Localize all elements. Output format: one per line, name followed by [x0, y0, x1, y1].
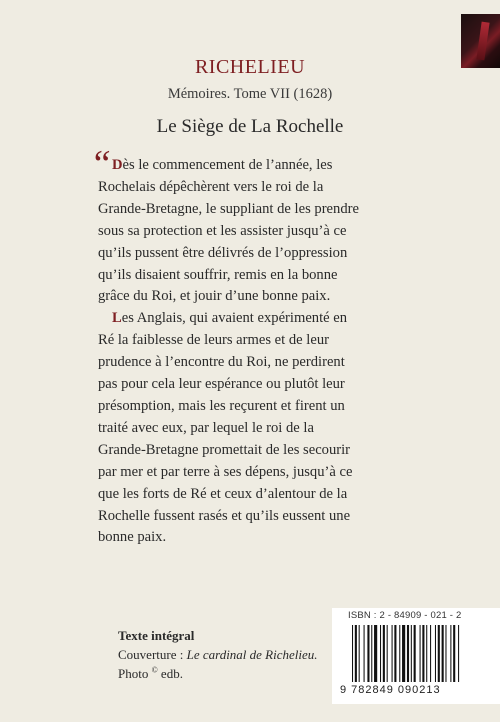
barcode-bar	[430, 625, 431, 682]
paragraph-line: Grande-Bretagne, le suppliant de les prendre	[98, 200, 359, 217]
barcode-bar	[450, 625, 451, 682]
credits-cover-label: Couverture :	[118, 647, 187, 662]
paragraph-1	[98, 155, 403, 308]
barcode-bar	[364, 625, 365, 682]
barcode-bar	[411, 625, 412, 682]
credits-cover	[118, 645, 318, 664]
paragraph-line: par mer et par terre à ses dépens, jusqu’à ce	[98, 463, 353, 480]
drop-initial: L	[112, 310, 122, 327]
barcode-bar	[453, 625, 455, 682]
barcode-bar	[420, 625, 421, 682]
paragraph-line: Ré la faiblesse de leurs armes et de leur	[98, 332, 329, 349]
credits-photo	[118, 664, 318, 683]
credits-photo-label: Photo	[118, 666, 152, 681]
paragraph-line: que les forts de Ré et ceux d’alentour de la	[98, 485, 348, 502]
paragraph-line: qu’ils disaient souffrir, remis en la bonne	[98, 266, 338, 283]
barcode-bar	[387, 625, 388, 682]
line-text: es Anglais, qui avaient expérimenté en	[121, 310, 348, 327]
paragraph-line: Grande-Bretagne promettait de les secourir	[98, 441, 351, 458]
book-subtitle: Mémoires. Tome VII (1628)	[167, 86, 333, 102]
barcode-bar	[402, 625, 405, 682]
paragraph-line: Rochelle fussent rasés et qu’ils eussent une	[98, 507, 351, 524]
quote-block	[90, 143, 403, 549]
barcode-bar	[352, 625, 353, 682]
barcode-bar	[438, 625, 440, 682]
opening-quote-mark: “	[90, 143, 112, 185]
barcode-graphic	[350, 625, 483, 682]
barcode-digits: 9 782849 090213	[340, 684, 441, 696]
author-name: RICHELIEU	[194, 56, 306, 78]
barcode-bar	[367, 625, 369, 682]
barcode-bar	[380, 625, 381, 682]
credits-cover-title: Le cardinal de Richelieu.	[186, 647, 318, 662]
barcode-bar	[414, 625, 416, 682]
barcode-bar	[422, 625, 424, 682]
barcode-bar	[399, 625, 400, 682]
paragraph-line: grâce du Roi, et jouir d’une bonne paix.	[98, 288, 331, 305]
paragraph-line: bonne paix.	[98, 529, 167, 546]
drop-initial: D	[112, 157, 123, 173]
paragraph-line: pas pour cela leur espérance ou plutôt leur	[98, 376, 345, 393]
copyright-symbol: ©	[151, 665, 158, 675]
paragraph-line: présomption, mais les reçurent et firent un	[98, 397, 345, 414]
barcode-bar	[442, 625, 444, 682]
barcode-bar	[394, 625, 396, 682]
book-title: Le Siège de La Rochelle	[156, 116, 344, 137]
barcode-bar	[426, 625, 427, 682]
credits-edition: Texte intégral	[118, 628, 195, 643]
paragraph-line: qu’ils pussent être délivrés de l’oppression	[98, 244, 348, 261]
paragraph-line: prudence à l’encontre du Roi, ne perdirent	[98, 354, 345, 371]
paragraph-line	[98, 155, 403, 177]
paragraph-line: sous sa protection et les assister jusqu’à ce	[98, 222, 347, 239]
barcode-bar	[371, 625, 372, 682]
line-text: ès le commencement de l’année, les	[122, 157, 333, 173]
barcode-bar	[407, 625, 409, 682]
barcode-bar	[374, 625, 377, 682]
isbn-text: ISBN : 2 - 84909 - 021 - 2	[348, 610, 462, 621]
paragraph-2	[98, 308, 403, 549]
paragraph-line: Rochelais dépêchèrent vers le roi de la	[98, 178, 324, 195]
paragraph-line	[98, 308, 403, 330]
credits-photo-owner: edb.	[157, 666, 183, 681]
paragraph-line: traité avec eux, par lequel le roi de la	[98, 419, 314, 436]
barcode-bar	[359, 625, 360, 682]
header	[0, 54, 500, 140]
barcode-bar	[392, 625, 393, 682]
credits	[118, 626, 318, 683]
barcode-bar	[383, 625, 385, 682]
barcode-bar	[458, 625, 459, 682]
barcode-bar	[445, 625, 446, 682]
barcode-bar	[355, 625, 357, 682]
barcode-bar	[435, 625, 436, 682]
